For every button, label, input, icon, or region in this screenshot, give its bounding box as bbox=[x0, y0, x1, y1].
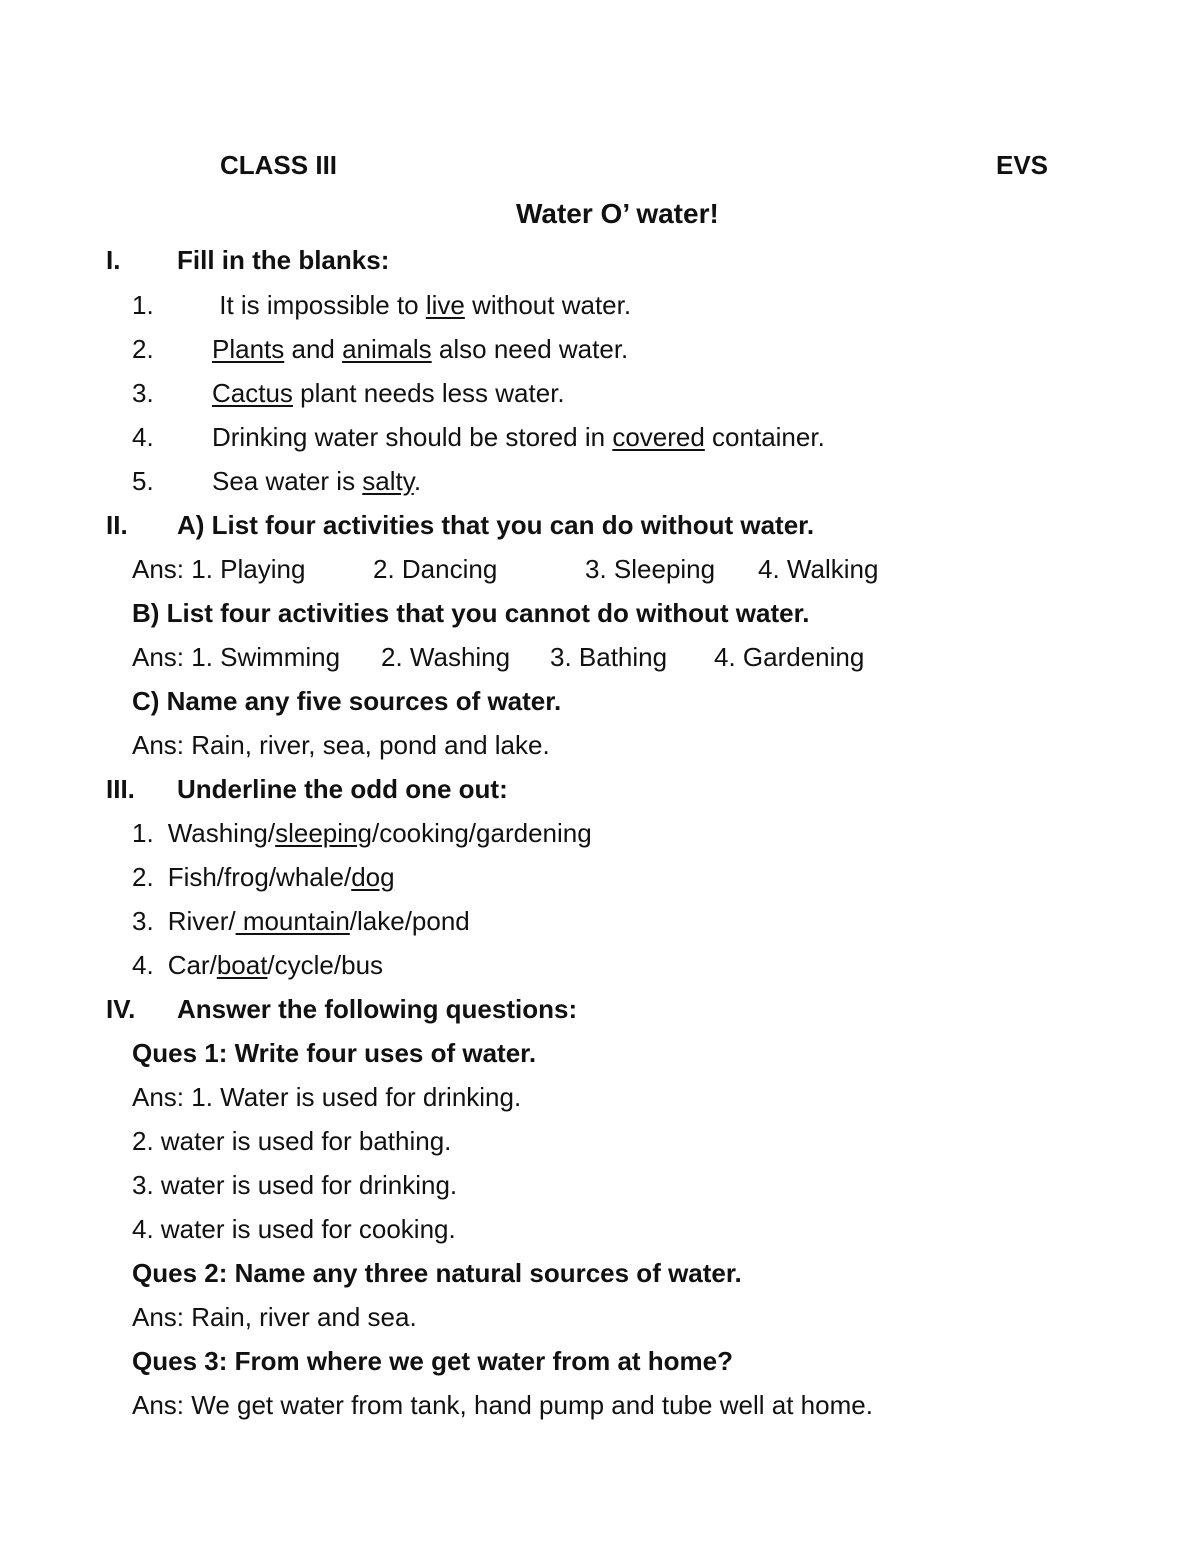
question-2: Ques 2: Name any three natural sources of water. bbox=[132, 1258, 742, 1288]
section-4-numeral: IV. bbox=[106, 994, 136, 1024]
answer-underline: covered bbox=[612, 422, 705, 452]
class-label: CLASS III bbox=[220, 150, 338, 180]
subject-label: EVS bbox=[996, 150, 1049, 180]
section-3-item-3: 3. River/ mountain/lake/pond bbox=[132, 906, 470, 936]
section-1-item-2: Plants and animals also need water. bbox=[212, 334, 629, 364]
section-1-item-3-num: 3. bbox=[132, 378, 154, 408]
question-1: Ques 1: Write four uses of water. bbox=[132, 1038, 537, 1068]
section-2-numeral: II. bbox=[106, 510, 128, 540]
answer-underline: sleeping bbox=[275, 818, 372, 848]
section-1-item-2-num: 2. bbox=[132, 334, 154, 364]
section-2a-answer-1: Ans: 1. Playing bbox=[132, 554, 306, 584]
section-2a-answer-3: 3. Sleeping bbox=[585, 554, 716, 584]
question-1-answer-1: Ans: 1. Water is used for drinking. bbox=[132, 1082, 522, 1112]
section-2b-answer-3: 3. Bathing bbox=[550, 642, 668, 672]
section-2a-answer-4: 4. Walking bbox=[758, 554, 879, 584]
question-1-answer-2: 2. water is used for bathing. bbox=[132, 1126, 452, 1156]
section-3-item-1: 1. Washing/sleeping/cooking/gardening bbox=[132, 818, 592, 848]
section-2a-heading: A) List four activities that you can do without water. bbox=[177, 510, 815, 540]
answer-underline: salty bbox=[362, 466, 414, 496]
section-1-item-4: Drinking water should be stored in covered container. bbox=[212, 422, 825, 452]
section-2b-heading: B) List four activities that you cannot do without water. bbox=[132, 598, 810, 628]
section-3-item-2: 2. Fish/frog/whale/dog bbox=[132, 862, 395, 892]
answer-underline: Plants bbox=[212, 334, 285, 364]
answer-underline: Cactus bbox=[212, 378, 293, 408]
answer-underline: boat bbox=[216, 950, 268, 980]
section-3-heading: Underline the odd one out: bbox=[177, 774, 508, 804]
section-1-heading: Fill in the blanks: bbox=[177, 245, 390, 275]
section-4-heading: Answer the following questions: bbox=[177, 994, 578, 1024]
question-3: Ques 3: From where we get water from at home? bbox=[132, 1346, 734, 1376]
answer-underline: animals bbox=[342, 334, 432, 364]
section-2b-answer-1: Ans: 1. Swimming bbox=[132, 642, 341, 672]
section-1-item-5: Sea water is salty. bbox=[212, 466, 422, 496]
section-2c-heading: C) Name any five sources of water. bbox=[132, 686, 562, 716]
question-1-answer-3: 3. water is used for drinking. bbox=[132, 1170, 458, 1200]
section-1-item-3: Cactus plant needs less water. bbox=[212, 378, 565, 408]
section-1-item-4-num: 4. bbox=[132, 422, 154, 452]
section-1-numeral: I. bbox=[106, 245, 121, 275]
question-2-answer: Ans: Rain, river and sea. bbox=[132, 1302, 417, 1332]
answer-underline: mountain bbox=[235, 906, 350, 936]
page-title: Water O’ water! bbox=[516, 198, 719, 229]
section-2c-answer: Ans: Rain, river, sea, pond and lake. bbox=[132, 730, 550, 760]
answer-underline: dog bbox=[351, 862, 395, 892]
section-1-item-1-num: 1. bbox=[132, 290, 154, 320]
section-3-item-4: 4. Car/boat/cycle/bus bbox=[132, 950, 384, 980]
section-2a-answer-2: 2. Dancing bbox=[373, 554, 498, 584]
section-1-item-1: It is impossible to live without water. bbox=[212, 290, 632, 320]
section-3-numeral: III. bbox=[106, 774, 135, 804]
question-3-answer: Ans: We get water from tank, hand pump and tube well at home. bbox=[132, 1390, 873, 1420]
question-1-answer-4: 4. water is used for cooking. bbox=[132, 1214, 456, 1244]
section-2b-answer-4: 4. Gardening bbox=[714, 642, 865, 672]
section-1-item-5-num: 5. bbox=[132, 466, 154, 496]
answer-underline: live bbox=[425, 290, 465, 320]
section-2b-answer-2: 2. Washing bbox=[381, 642, 511, 672]
